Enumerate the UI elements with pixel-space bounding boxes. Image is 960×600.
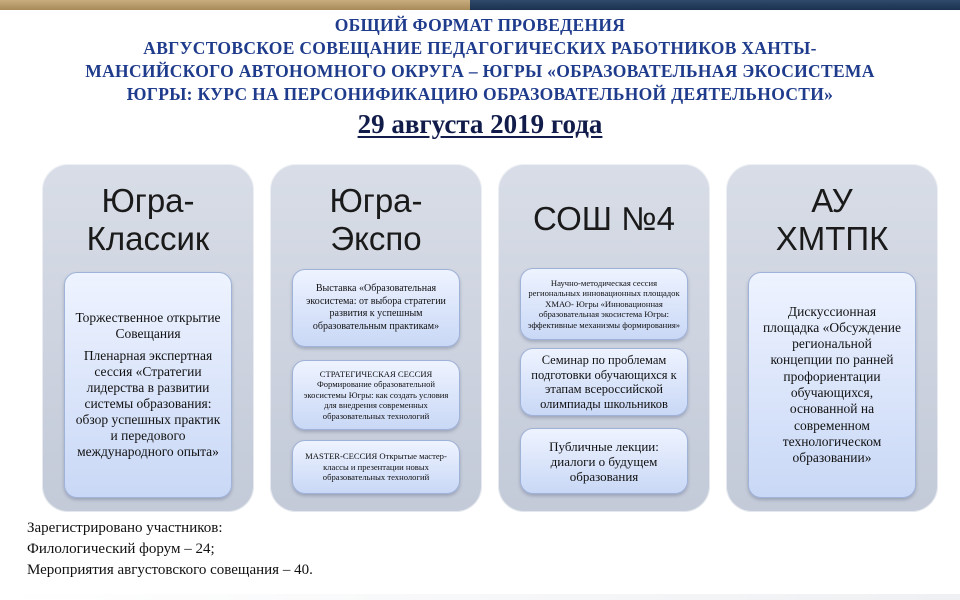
registration-august-meeting: Мероприятия августовского совещания – 40. (27, 562, 313, 578)
column-title (42, 182, 254, 258)
card-text: Дискуссионная площадка «Обсуждение региональной концепции по ранней профориентации обучающихся, основанной на современном технологическом образовании» (762, 303, 902, 466)
column-title-line-2: Экспо (330, 220, 422, 257)
bottom-strip (0, 594, 960, 600)
column-title-line-2: ХМТПК (775, 220, 889, 257)
column-title (498, 200, 710, 238)
header-line-2: АВГУСТОВСКОЕ СОВЕЩАНИЕ ПЕДАГОГИЧЕСКИХ РАБОТНИКОВ ХАНТЫ- (143, 38, 817, 58)
column-title (726, 182, 938, 258)
card-master-session (292, 440, 460, 494)
column-sosh-4 (498, 164, 710, 512)
header-line-3: МАНСИЙСКОГО АВТОНОМНОГО ОКРУГА – ЮГРЫ «ОБРАЗОВАТЕЛЬНАЯ ЭКОСИСТЕМА (85, 61, 875, 81)
card-text: MASTER-СЕССИЯ Открытые мастер-классы и презентации новых образовательных технологий (305, 451, 447, 483)
card-text: Семинар по проблемам подготовки обучающихся к этапам всероссийской олимпиады школьников (531, 353, 677, 411)
column-title-line-1: СОШ №4 (533, 200, 675, 237)
card-research-session (520, 268, 688, 340)
column-title-line-1: Югра- (329, 182, 423, 219)
card-text-plenary: Пленарная экспертная сессия «Стратегии лидерства в развитии системы образования: обзор успешных практик и передового международного опыта» (75, 348, 221, 459)
card-text: Выставка «Образовательная экосистема: от выбора стратегии развития к успешным образовательным практикам» (306, 283, 446, 332)
registration-summary (27, 518, 527, 581)
card-text: СТРАТЕГИЧЕСКАЯ СЕССИЯ Формирование образовательной экосистемы Югры: как создать условия для внедрения современных образовательных технологий (303, 368, 449, 421)
event-date: 29 августа 2019 года (357, 109, 603, 139)
card-text: Публичные лекции: диалоги о будущем образования (549, 438, 659, 484)
card-discussion-platform (748, 272, 916, 498)
card-olympiad-seminar (520, 348, 688, 416)
column-au-khmtpk (726, 164, 938, 512)
column-yugra-klassik (42, 164, 254, 512)
header-line-1: ОБЩИЙ ФОРМАТ ПРОВЕДЕНИЯ (334, 15, 626, 35)
card-text-opening: Торжественное открытие Совещания (75, 310, 221, 341)
top-bar-navy (470, 0, 960, 10)
slide-header (0, 14, 960, 140)
column-title (270, 182, 482, 258)
registration-heading: Зарегистрировано участников: (27, 520, 223, 536)
top-bar-gold (0, 0, 470, 10)
header-line-4: ЮГРЫ: КУРС НА ПЕРСОНИФИКАЦИЮ ОБРАЗОВАТЕЛЬНОЙ ДЕЯТЕЛЬНОСТИ» (126, 84, 834, 104)
card-opening-plenary (64, 272, 232, 498)
card-exhibition (292, 269, 460, 347)
column-title-line-1: АУ (811, 182, 853, 219)
card-text: Научно-методическая сессия региональных инновационных площадок ХМАО- Югры «Инновационная образовательная экосистема Югры: эффективные механизмы формирования» (527, 277, 681, 330)
card-strategic-session (292, 360, 460, 430)
registration-philology-forum: Филологический форум – 24; (27, 541, 215, 557)
column-yugra-expo (270, 164, 482, 512)
column-title-line-2: Классик (86, 220, 210, 257)
card-public-lectures (520, 428, 688, 494)
column-title-line-1: Югра- (101, 182, 195, 219)
